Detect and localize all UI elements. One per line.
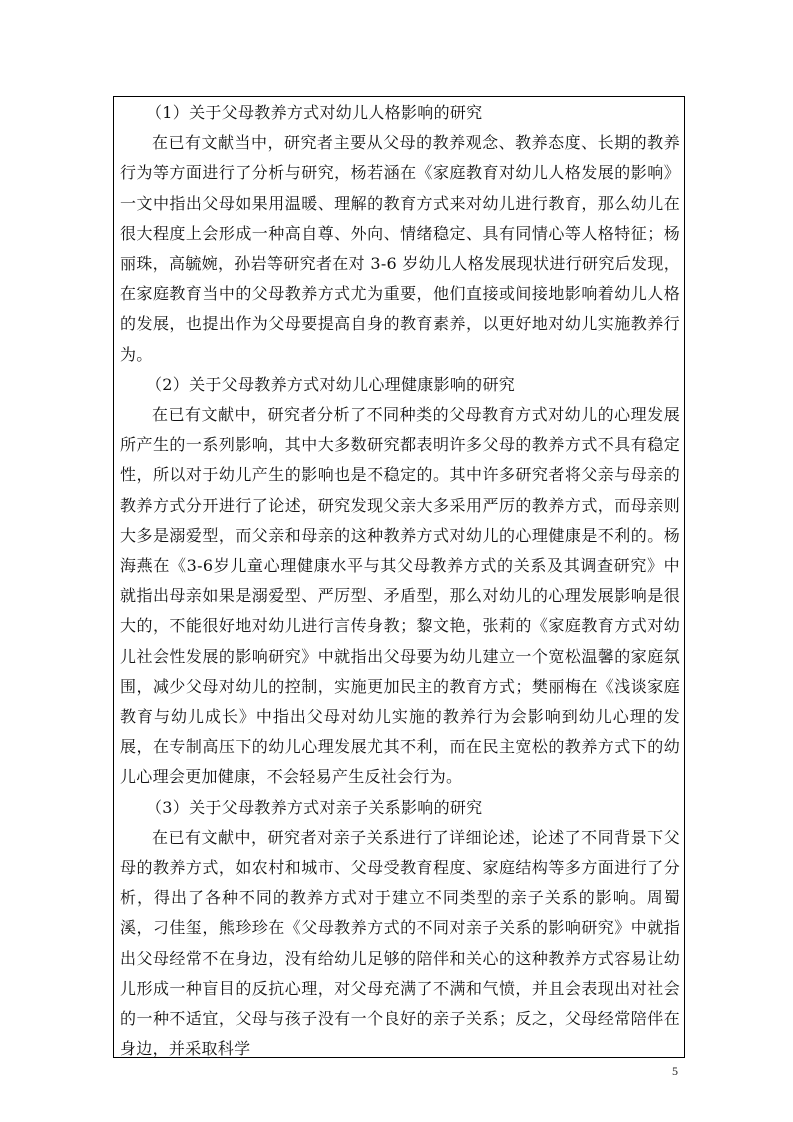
document-body bbox=[120, 98, 680, 1065]
page-number: 5 bbox=[672, 1064, 678, 1078]
section-3-paragraph: 在已有文献中，研究者对亲子关系进行了详细论述，论述了不同背景下父母的教养方式，如农村和城市、父母受教育程度、家庭结构等多方面进行了分析，得出了各种不同的教养方式对于建立不同类型的亲子关系的影响。周蜀溪，刁佳玺，熊珍珍在《父母教养方式的不同对亲子关系的影响研究》中就指出父母经常不在身边，没有给幼儿足够的陪伴和关心的这种教养方式容易让幼儿形成一种盲目的反抗心理，对父母充满了不满和气愤，并且会表现出对社会的一种不适宜，父母与孩子没有一个良好的亲子关系；反之，父母经常陪伴在身边，并采取科学 bbox=[120, 827, 680, 1059]
section-1-heading: （1）关于父母教养方式对幼儿人格影响的研究 bbox=[146, 103, 483, 122]
section-2-heading: （2）关于父母教养方式对幼儿心理健康影响的研究 bbox=[146, 374, 516, 394]
section-1-paragraph: 在已有文献当中，研究者主要从父母的教养观念、教养态度、长期的教养行为等方面进行了分析与研究，杨若涵在《家庭教育对幼儿人格发展的影响》一文中指出父母如果用温暖、理解的教育方式来对幼儿进行教育，那么幼儿在很大程度上会形成一种高自尊、外向、情绪稳定、具有同情心等人格特征；杨丽珠，高毓婉，孙岩等研究者在对 3-6 岁幼儿人格发展现状进行研究后发现，在家庭教育当中的父母教养方式尤为重要，他们直接或间接地影响着幼儿人格的发展，也提出作为父母要提高自身的教育素养，以更好地对幼儿实施教养行为。 bbox=[120, 133, 680, 364]
section-3-heading: （3）关于父母教养方式对亲子关系影响的研究 bbox=[146, 797, 483, 817]
section-2-paragraph: 在已有文献中，研究者分析了不同种类的父母教育方式对幼儿的心理发展所产生的一系列影响，其中大多数研究都表明许多父母的教养方式不具有稳定性，所以对于幼儿产生的影响也是不稳定的。其中许多研究者将父亲与母亲的教养方式分开进行了论述，研究发现父亲大多采用严厉的教养方式，而母亲则大多是溺爱型，而父亲和母亲的这种教养方式对幼儿的心理健康是不利的。杨海燕在《3-6岁儿童心理健康水平与其父母教养方式的关系及其调查研究》中就指出母亲如果是溺爱型、严厉型、矛盾型，那么对幼儿的心理发展影响是很大的，不能很好地对幼儿进行言传身教；黎文艳，张莉的《家庭教育方式对幼儿社会性发展的影响研究》中就指出父母要为幼儿建立一个宽松温馨的家庭氛围，减少父母对幼儿的控制，实施更加民主的教育方式；樊丽梅在《浅谈家庭教育与幼儿成长》中指出父母对幼儿实施的教养行为会影响到幼儿心理的发展，在专制高压下的幼儿心理发展尤其不利，而在民主宽松的教养方式下的幼儿心理会更加健康，不会轻易产生反社会行为。 bbox=[120, 405, 680, 787]
